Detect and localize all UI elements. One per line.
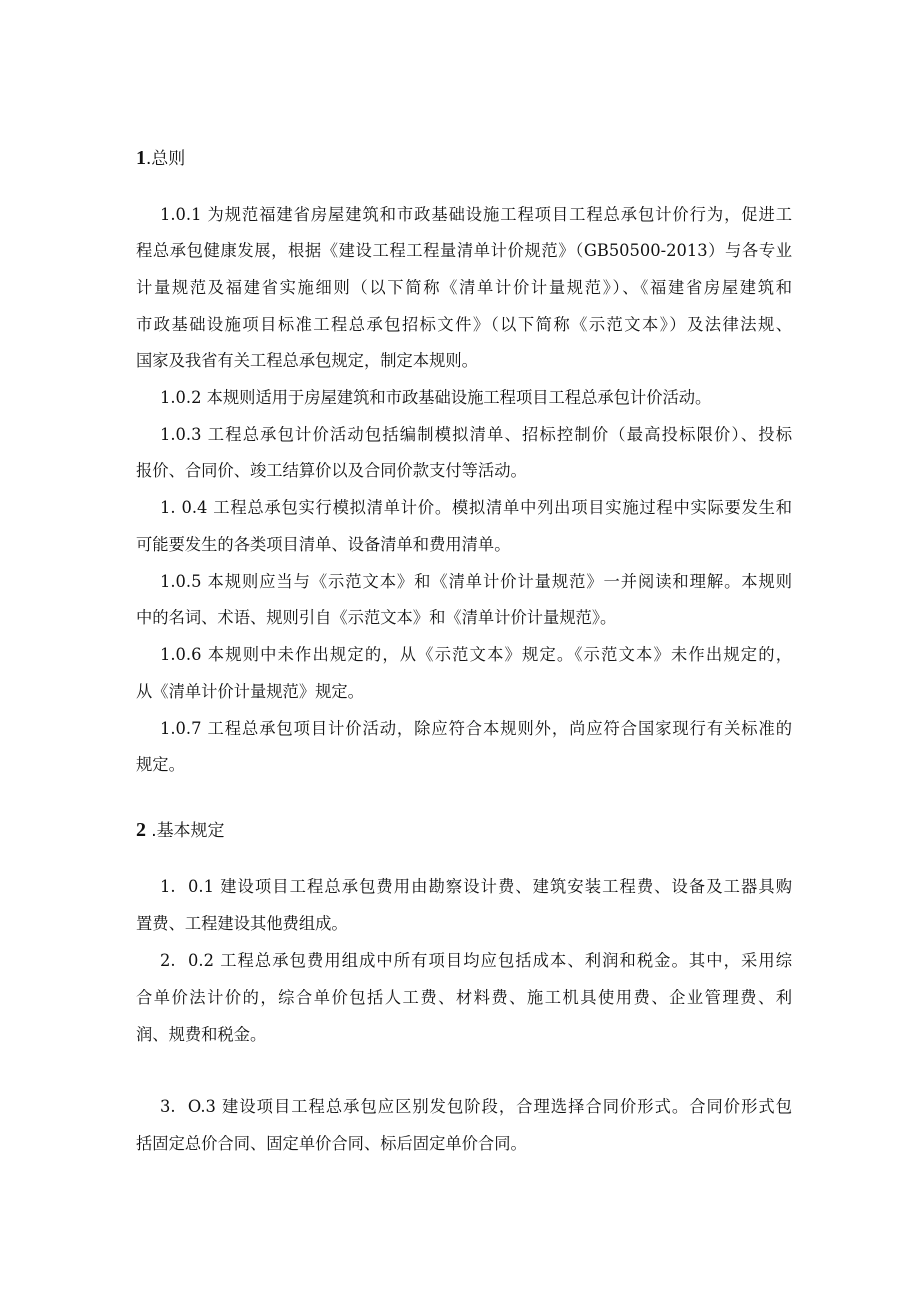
paragraph-line: 润、规费和税金。 (136, 1025, 267, 1044)
paragraph-line: 规定。 (136, 755, 185, 774)
paragraph-line: 1. 0.1 建设项目工程总承包费用由勘察设计费、建筑安装工程费、设备及工器具购 (160, 877, 792, 896)
section-title: 基本规定 (156, 821, 225, 841)
paragraph-line: 从《清单计价计量规范》规定。 (136, 682, 364, 701)
section-number: 1 (136, 147, 146, 169)
paragraph-line: 中的名词、术语、规则引自《示范文本》和《清单计价计量规范》。 (136, 608, 617, 627)
paragraph-line: 1.0.1 为规范福建省房屋建筑和市政基础设施工程项目工程总承包计价行为，促进工 (160, 205, 792, 224)
paragraph-line: 3. O.3 建设项目工程总承包应区别发包阶段，合理选择合同价形式。合同价形式包 (160, 1097, 792, 1116)
paragraph-line: 1.0.3 工程总承包计价活动包括编制模拟清单、招标控制价（最高投标限价）、投标 (160, 425, 792, 444)
section-separator: . (146, 148, 152, 169)
section-number: 2 (136, 819, 146, 841)
paragraph-line: 1.0.5 本规则应当与《示范文本》和《清单计价计量规范》一并阅读和理解。本规则 (160, 572, 792, 591)
paragraph-line: 置费、工程建设其他费组成。 (136, 914, 348, 933)
section-heading-2 (136, 818, 225, 843)
paragraph-line: 1.0.2 本规则适用于房屋建筑和市政基础设施工程项目工程总承包计价活动。 (160, 388, 712, 407)
paragraph-line: 计量规范及福建省实施细则（以下简称《清单计价计量规范》）、《福建省房屋建筑和 (136, 278, 792, 297)
paragraph-line: 国家及我省有关工程总承包规定，制定本规则。 (136, 351, 478, 370)
section-separator: . (146, 820, 157, 841)
paragraph-line: 2. 0.2 工程总承包费用组成中所有项目均应包括成本、利润和税金。其中，采用综 (160, 951, 792, 970)
section-heading-1 (136, 146, 185, 171)
paragraph-line: 括固定总价合同、固定单价合同、标后固定单价合同。 (136, 1134, 527, 1153)
paragraph-line: 报价、合同价、竣工结算价以及合同价款支付等活动。 (136, 461, 527, 480)
paragraph-line: 1.0.6 本规则中未作出规定的，从《示范文本》规定。《示范文本》未作出规定的， (160, 645, 792, 664)
paragraph-line: 1. 0.4 工程总承包实行模拟清单计价。模拟清单中列出项目实施过程中实际要发生和 (160, 498, 792, 517)
section-title: 总则 (151, 149, 186, 169)
paragraph-line: 1.0.7 工程总承包项目计价活动，除应符合本规则外，尚应符合国家现行有关标准的 (160, 719, 792, 738)
paragraph-line: 程总承包健康发展，根据《建设工程工程量清单计价规范》（GB50500-2013）与各专业 (136, 241, 792, 260)
paragraph-line: 合单价法计价的，综合单价包括人工费、材料费、施工机具使用费、企业管理费、利 (136, 988, 792, 1007)
paragraph-line: 可能要发生的各类项目清单、设备清单和费用清单。 (136, 535, 511, 554)
paragraph-line: 市政基础设施项目标准工程总承包招标文件》（以下简称《示范文本》）及法律法规、 (136, 315, 792, 334)
